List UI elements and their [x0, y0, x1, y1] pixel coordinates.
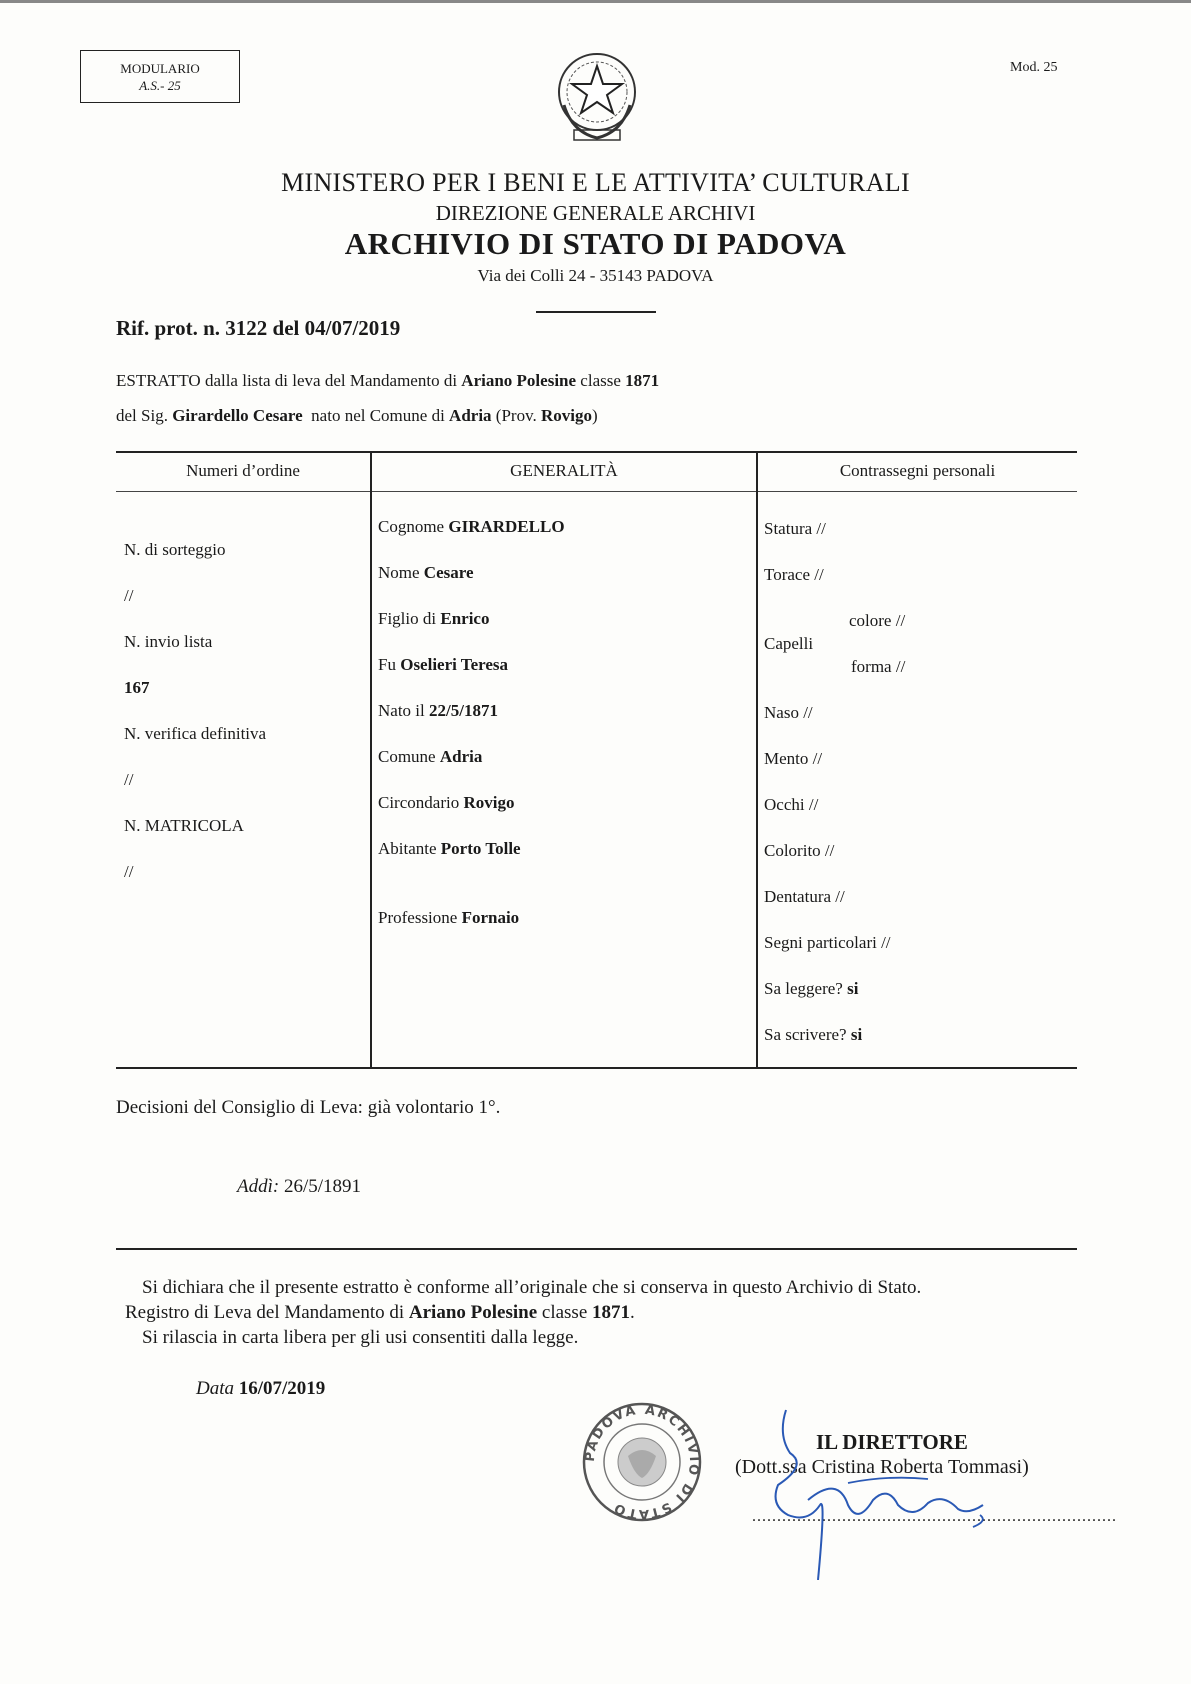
table-bottom-border	[116, 1067, 1077, 1069]
classe-year: 1871	[625, 371, 660, 390]
declaration-text: Registro di Leva del Mandamento di	[125, 1302, 409, 1323]
issue-date-line	[196, 1378, 325, 1400]
header-contrassegni: Contrassegni personali	[839, 461, 996, 480]
italian-emblem-icon	[552, 50, 642, 148]
table-top-border	[116, 451, 1077, 453]
contrassegni-mento: Mento //	[764, 749, 823, 768]
intro-text: nato nel Comune di	[302, 406, 450, 425]
declaration-line-3: Si rilascia in carta libera per gli usi consentiti dalla legge.	[142, 1327, 579, 1348]
declaration-text: .	[630, 1302, 635, 1323]
decisioni-consiglio: Decisioni del Consiglio di Leva: già volontario 1°.	[116, 1097, 501, 1118]
generalita-nascita	[378, 701, 498, 721]
mandamento-name: Ariano Polesine	[408, 1302, 538, 1323]
intro-line-2	[116, 406, 598, 426]
generalita-madre	[378, 655, 508, 675]
intro-text: del Sig.	[116, 406, 173, 425]
field-value: Rovigo	[463, 793, 515, 812]
contrassegni-capelli-colore: colore //	[849, 611, 906, 630]
issue-date: 16/07/2019	[234, 1378, 326, 1399]
field-label: Sa scrivere?	[764, 1025, 851, 1044]
numeri-verifica-value: //	[124, 770, 134, 789]
direction-title: DIREZIONE GENERALE ARCHIVI	[435, 201, 756, 225]
header-divider	[536, 311, 656, 313]
field-value: Porto Tolle	[440, 839, 521, 858]
top-edge-line	[0, 0, 1191, 3]
generalita-padre	[378, 609, 489, 629]
intro-text: )	[591, 406, 598, 425]
modulario-box	[80, 50, 240, 103]
handwritten-signature-icon	[748, 1405, 1048, 1580]
field-label: Abitante	[378, 839, 441, 858]
archive-address: Via dei Colli 24 - 35143 PADOVA	[477, 266, 714, 285]
issue-date-label: Data	[196, 1378, 234, 1399]
field-value: Oselieri Teresa	[400, 655, 509, 674]
field-value: Enrico	[440, 609, 490, 628]
field-value: si	[847, 979, 859, 998]
contrassegni-dentatura: Dentatura //	[764, 887, 845, 906]
addi-date: 26/5/1891	[279, 1176, 362, 1197]
mandamento-name: Ariano Polesine	[461, 371, 577, 390]
generalita-cognome	[378, 517, 565, 537]
contrassegni-capelli-forma: forma //	[851, 657, 906, 676]
birth-comune: Adria	[449, 406, 492, 425]
field-value: Adria	[439, 747, 483, 766]
generalita-nome	[378, 563, 474, 583]
field-value: Cesare	[423, 563, 474, 582]
intro-text: (Prov.	[491, 406, 541, 425]
generalita-professione	[378, 908, 519, 928]
birth-province: Rovigo	[540, 406, 592, 425]
person-name: Girardello Cesare	[172, 406, 303, 425]
field-label: Circondario	[378, 793, 464, 812]
contrassegni-occhi: Occhi //	[764, 795, 819, 814]
field-value: GIRARDELLO	[448, 517, 565, 536]
addi-label: Addì:	[237, 1176, 280, 1197]
numeri-verifica-label: N. verifica definitiva	[124, 724, 267, 743]
classe-year: 1871	[592, 1302, 631, 1323]
contrassegni-capelli: Capelli	[764, 634, 814, 653]
modulario-code: A.S.- 25	[139, 78, 181, 93]
header-numeri: Numeri d’ordine	[186, 461, 300, 480]
field-label: Sa leggere?	[764, 979, 848, 998]
intro-text: ESTRATTO dalla lista di leva del Mandamento di	[116, 371, 462, 390]
table-header-border	[116, 491, 1077, 492]
svg-text:PADOVA ARCHIVIO DI STATO: PADOVA ARCHIVIO DI STATO	[582, 1402, 702, 1522]
addi-date-line	[237, 1176, 361, 1198]
contrassegni-torace: Torace //	[764, 565, 824, 584]
contrassegni-colorito: Colorito //	[764, 841, 835, 860]
contrassegni-statura: Statura //	[764, 519, 826, 538]
generalita-abitante	[378, 839, 521, 859]
archive-title: ARCHIVIO DI STATO DI PADOVA	[344, 226, 847, 261]
section-divider	[116, 1248, 1077, 1250]
numeri-matricola-label: N. MATRICOLA	[124, 816, 244, 835]
field-label: Cognome	[378, 517, 449, 536]
table-column-divider	[370, 452, 372, 1067]
field-label: Professione	[378, 908, 462, 927]
field-label: Figlio di	[378, 609, 441, 628]
archive-stamp-icon	[578, 1400, 706, 1524]
field-value: si	[850, 1025, 863, 1044]
contrassegni-leggere	[764, 979, 858, 999]
field-value: Fornaio	[461, 908, 520, 927]
contrassegni-scrivere	[764, 1025, 862, 1045]
generalita-circondario	[378, 793, 514, 813]
numeri-matricola-value: //	[124, 862, 134, 881]
table-column-divider	[756, 452, 758, 1067]
header-generalita: GENERALITÀ	[510, 461, 618, 480]
declaration-line-2	[125, 1302, 635, 1324]
declaration-line-1: Si dichiara che il presente estratto è conforme all’originale che si conserva in questo Archivio di Stato.	[142, 1277, 922, 1298]
intro-text: classe	[576, 371, 626, 390]
director-name: (Dott.ssa Cristina Roberta Tommasi)	[735, 1456, 1029, 1478]
field-label: Nome	[378, 563, 424, 582]
modulario-label: MODULARIO	[120, 61, 200, 76]
protocol-reference: Rif. prot. n. 3122 del 04/07/2019	[116, 316, 401, 340]
ministry-title: MINISTERO PER I BENI E LE ATTIVITA’ CULTURALI	[281, 168, 910, 197]
signature-line: .........................................................................	[752, 1508, 1117, 1525]
field-label: Comune	[378, 747, 440, 766]
contrassegni-segni: Segni particolari //	[764, 933, 891, 952]
numeri-invio-label: N. invio lista	[124, 632, 213, 651]
contrassegni-naso: Naso //	[764, 703, 813, 722]
numeri-invio-value: 167	[124, 678, 150, 697]
field-value: 22/5/1871	[429, 701, 498, 720]
declaration-text: classe	[537, 1302, 593, 1323]
mod-number: Mod. 25	[1010, 60, 1058, 75]
intro-line-1	[116, 371, 659, 391]
numeri-sorteggio-value: //	[124, 586, 134, 605]
numeri-sorteggio-label: N. di sorteggio	[124, 540, 226, 559]
generalita-comune	[378, 747, 482, 767]
field-label: Nato il	[378, 701, 429, 720]
field-label: Fu	[378, 655, 401, 674]
director-title: IL DIRETTORE	[816, 1430, 968, 1454]
